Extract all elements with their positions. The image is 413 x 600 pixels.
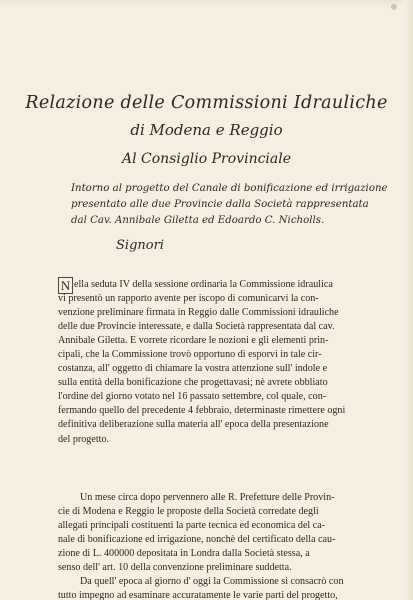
text-line: nale di bonificazione ed irrigazione, nonchè del certificato della cau- xyxy=(58,534,336,546)
salutation: Signori xyxy=(116,238,164,253)
text-line: definitiva deliberazione sulla materia all' epoca della presentazione xyxy=(58,419,329,431)
text-line: vi presentò un rapporto avente per iscopo di comunicarvi la con- xyxy=(58,293,319,305)
page-top-edge xyxy=(0,0,413,8)
paragraph-3 xyxy=(58,575,366,600)
text-line: zione di L. 400000 depositata in Londra dalla Società stessa, a xyxy=(58,548,310,560)
text-line: l'ordine del giorno votato nel 16 passato settembre, col quale, con- xyxy=(58,391,327,403)
paper-stain xyxy=(391,4,397,10)
text-line: venzione preliminare firmata in Reggio dalle Commissioni idrauliche xyxy=(58,307,339,319)
text-line: del progetto. xyxy=(58,433,110,445)
subject-line: dal Cav. Annibale Giletta ed Edoardo C. Nicholls. xyxy=(71,215,325,226)
paragraph-2 xyxy=(58,491,366,575)
text-line: ella seduta IV della sessione ordinaria la Commissione idraulica xyxy=(74,279,333,290)
text-line: fermando quello del precedente 4 febbraio, determinaste rimettere ogni xyxy=(58,405,346,417)
subject-line: presentato alle due Provincie dalla Società rappresentata xyxy=(71,199,369,210)
document-addressee: Al Consiglio Provinciale xyxy=(121,151,292,167)
document-subtitle: di Modena e Reggio xyxy=(130,121,283,139)
text-line: cie di Modena e Reggio le proposte della Società corredate degli xyxy=(58,506,319,518)
page-right-edge xyxy=(403,0,413,600)
text-line: tutto impegno ad esaminare accuratamente le varie parti del progetto, xyxy=(58,590,338,600)
text-line: costanza, all' oggetto di chiamare la vostra attenzione sull' indole e xyxy=(58,363,328,375)
paragraph-1 xyxy=(58,278,366,447)
text-line: allegati principali costituenti la parte tecnica ed economica del ca- xyxy=(58,520,326,532)
text-line: Da quell' epoca al giorno d' oggi la Commissione si consacrò con xyxy=(80,576,344,587)
text-line: sulla entità della bonificazione che progettavasi; nè avrete obbliato xyxy=(58,377,328,389)
drop-cap-initial: N xyxy=(58,277,73,294)
text-line: cipali, che la Commissione trovò opportuno di esporvi in tale cir- xyxy=(58,349,322,361)
text-line: Un mese circa dopo pervennero alle R. Prefetture delle Provin- xyxy=(80,492,335,503)
subject-line: Intorno al progetto del Canale di bonificazione ed irrigazione xyxy=(71,183,388,194)
text-line: senso dell' art. 10 della convenzione preliminare suddetta. xyxy=(58,562,292,574)
text-line: Annibale Giletta. E vorrete ricordare le nozioni e gli elementi prin- xyxy=(58,335,329,347)
text-line: delle due Provincie interessate, e dalla Società rappresentata dal cav. xyxy=(58,321,335,333)
document-title: Relazione delle Commissioni Idrauliche xyxy=(25,93,388,113)
